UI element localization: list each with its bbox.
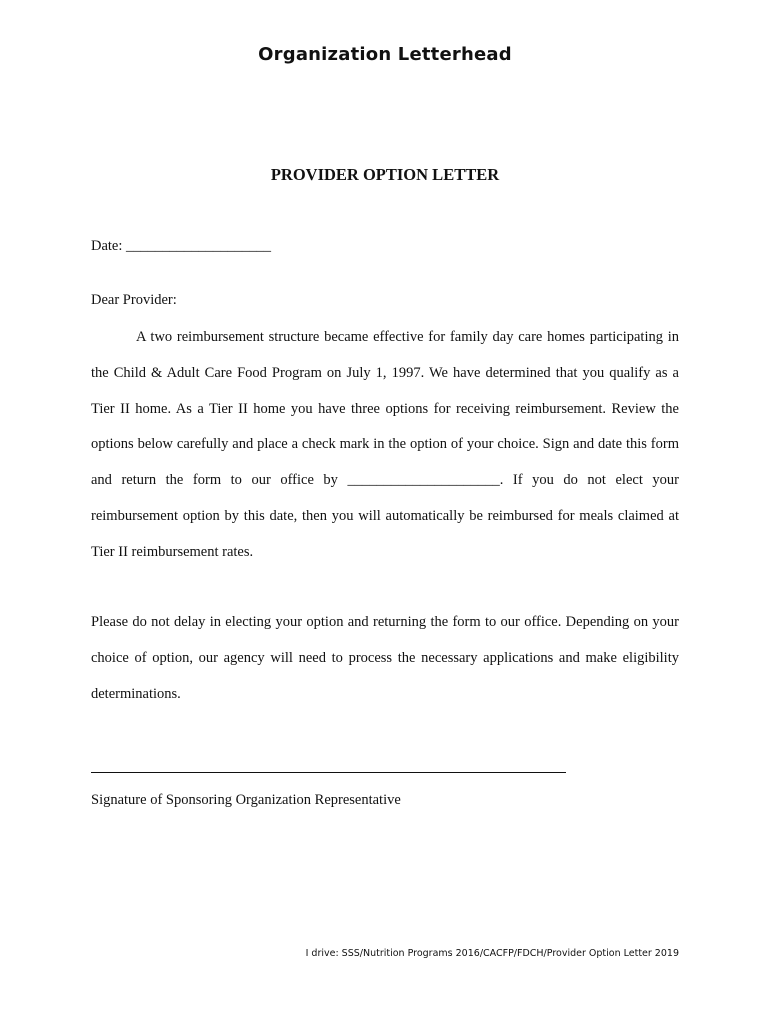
footer-file-path: I drive: SSS/Nutrition Programs 2016/CACFP/FDCH/Provider Option Letter 2019 xyxy=(305,948,679,959)
document-title: PROVIDER OPTION LETTER xyxy=(270,165,500,184)
body-paragraph-1: A two reimbursement structure became effective for family day care homes participating in the Child & Adult Care Food Program on July 1, 1997. We have determined that you qualify as a Tier II home. As a Tier II home you have three options for receiving reimbursement. Review the options below carefully and place a check mark in the option of your choice. Sign and date this form and return the form to our office by _____________________. If you do not elect your reimbursement option by this date, then you will automatically be reimbursed for meals claimed at Tier II reimbursement rates. xyxy=(91,329,679,560)
date-field: Date: ____________________ xyxy=(91,238,272,254)
salutation: Dear Provider: xyxy=(91,292,177,308)
body-paragraph-2: Please do not delay in electing your option and returning the form to our office. Depending on your choice of option, our agency will need to process the necessary applications and make eligibility determinations. xyxy=(91,614,679,702)
letterhead: Organization Letterhead xyxy=(258,44,512,65)
signature-line xyxy=(91,772,566,773)
signature-label: Signature of Sponsoring Organization Representative xyxy=(91,792,401,808)
